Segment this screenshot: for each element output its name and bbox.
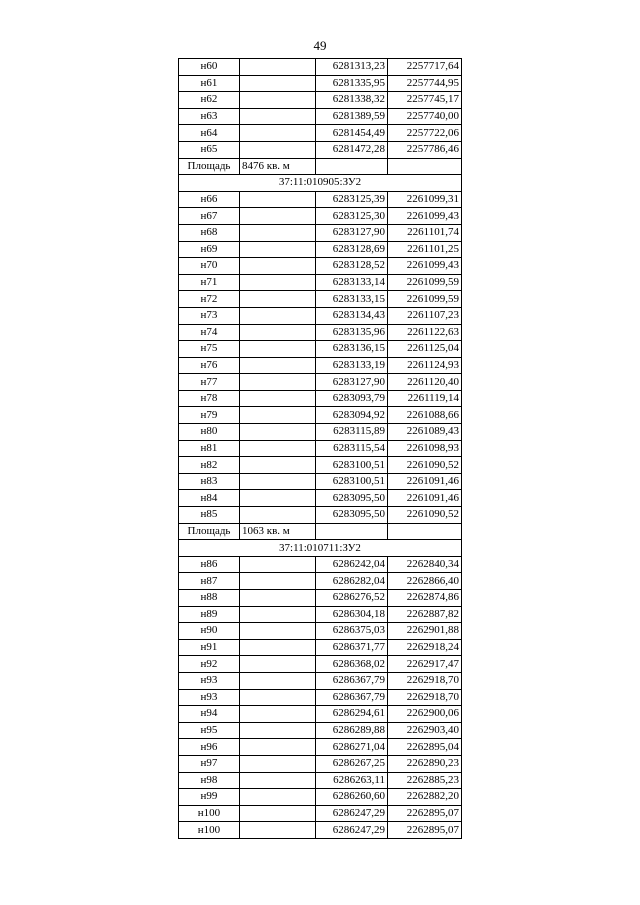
- empty-cell: [240, 59, 316, 76]
- x-coordinate-cell: 6286242,04: [316, 556, 388, 573]
- table-row: [179, 606, 462, 623]
- x-coordinate-cell: 6283125,39: [316, 191, 388, 208]
- y-coordinate-cell: 2257745,17: [388, 92, 462, 109]
- coordinates-table: [178, 58, 462, 839]
- table-row: [179, 307, 462, 324]
- point-name-cell: н60: [179, 59, 240, 76]
- table-row: [179, 291, 462, 308]
- point-name-cell: н91: [179, 639, 240, 656]
- x-coordinate-cell: 6283133,19: [316, 357, 388, 374]
- y-coordinate-cell: 2261090,52: [388, 457, 462, 474]
- y-coordinate-cell: 2261120,40: [388, 374, 462, 391]
- y-coordinate-cell: 2261089,43: [388, 424, 462, 441]
- empty-cell: [240, 75, 316, 92]
- point-name-cell: н61: [179, 75, 240, 92]
- table-row: [179, 772, 462, 789]
- x-coordinate-cell: 6283134,43: [316, 307, 388, 324]
- area-label-cell: Площадь: [179, 523, 240, 540]
- point-name-cell: н100: [179, 822, 240, 839]
- table-row: [179, 341, 462, 358]
- empty-cell: [240, 258, 316, 275]
- coordinates-table-body: [179, 59, 462, 839]
- y-coordinate-cell: 2262840,34: [388, 556, 462, 573]
- point-name-cell: н80: [179, 424, 240, 441]
- x-coordinate-cell: 6283093,79: [316, 390, 388, 407]
- point-name-cell: н72: [179, 291, 240, 308]
- x-coordinate-cell: 6286263,11: [316, 772, 388, 789]
- point-name-cell: н83: [179, 473, 240, 490]
- table-row: [179, 490, 462, 507]
- point-name-cell: н62: [179, 92, 240, 109]
- x-coordinate-cell: 6286367,79: [316, 689, 388, 706]
- table-row: [179, 274, 462, 291]
- y-coordinate-cell: 2261125,04: [388, 341, 462, 358]
- x-coordinate-cell: 6283133,14: [316, 274, 388, 291]
- point-name-cell: н64: [179, 125, 240, 142]
- point-name-cell: н92: [179, 656, 240, 673]
- empty-cell: [316, 158, 388, 175]
- table-row: [179, 440, 462, 457]
- y-coordinate-cell: 2262903,40: [388, 722, 462, 739]
- table-row: [179, 722, 462, 739]
- empty-cell: [240, 374, 316, 391]
- y-coordinate-cell: 2262866,40: [388, 573, 462, 590]
- y-coordinate-cell: 2261090,52: [388, 507, 462, 524]
- point-name-cell: н100: [179, 805, 240, 822]
- page-number: 49: [313, 38, 327, 53]
- x-coordinate-cell: 6281454,49: [316, 125, 388, 142]
- empty-cell: [240, 789, 316, 806]
- empty-cell: [240, 556, 316, 573]
- x-coordinate-cell: 6283115,54: [316, 440, 388, 457]
- x-coordinate-cell: 6281335,95: [316, 75, 388, 92]
- point-name-cell: н75: [179, 341, 240, 358]
- table-row: [179, 324, 462, 341]
- x-coordinate-cell: 6283125,30: [316, 208, 388, 225]
- x-coordinate-cell: 6283100,51: [316, 457, 388, 474]
- empty-cell: [240, 689, 316, 706]
- empty-cell: [240, 92, 316, 109]
- empty-cell: [240, 672, 316, 689]
- y-coordinate-cell: 2257786,46: [388, 141, 462, 158]
- table-row: [179, 639, 462, 656]
- y-coordinate-cell: 2262917,47: [388, 656, 462, 673]
- point-name-cell: н86: [179, 556, 240, 573]
- empty-cell: [240, 507, 316, 524]
- y-coordinate-cell: 2261122,63: [388, 324, 462, 341]
- table-row: [179, 92, 462, 109]
- y-coordinate-cell: 2261099,59: [388, 274, 462, 291]
- x-coordinate-cell: 6283128,69: [316, 241, 388, 258]
- area-label-cell: Площадь: [179, 158, 240, 175]
- y-coordinate-cell: 2261099,59: [388, 291, 462, 308]
- empty-cell: [240, 191, 316, 208]
- empty-cell: [240, 722, 316, 739]
- x-coordinate-cell: 6286371,77: [316, 639, 388, 656]
- empty-cell: [240, 457, 316, 474]
- point-name-cell: н70: [179, 258, 240, 275]
- y-coordinate-cell: 2262895,04: [388, 739, 462, 756]
- y-coordinate-cell: 2257740,00: [388, 108, 462, 125]
- empty-cell: [240, 739, 316, 756]
- y-coordinate-cell: 2262895,07: [388, 805, 462, 822]
- y-coordinate-cell: 2262918,24: [388, 639, 462, 656]
- empty-cell: [240, 440, 316, 457]
- table-row: [179, 407, 462, 424]
- table-row: [179, 706, 462, 723]
- empty-cell: [240, 623, 316, 640]
- table-row: [179, 739, 462, 756]
- x-coordinate-cell: 6281389,59: [316, 108, 388, 125]
- point-name-cell: н98: [179, 772, 240, 789]
- y-coordinate-cell: 2261107,23: [388, 307, 462, 324]
- table-row: [179, 241, 462, 258]
- empty-cell: [240, 706, 316, 723]
- table-row: [179, 656, 462, 673]
- point-name-cell: н87: [179, 573, 240, 590]
- point-name-cell: н73: [179, 307, 240, 324]
- point-name-cell: н95: [179, 722, 240, 739]
- table-row: [179, 473, 462, 490]
- section-header-row: [179, 540, 462, 557]
- y-coordinate-cell: 2261099,43: [388, 258, 462, 275]
- point-name-cell: н96: [179, 739, 240, 756]
- x-coordinate-cell: 6283115,89: [316, 424, 388, 441]
- y-coordinate-cell: 2262885,23: [388, 772, 462, 789]
- point-name-cell: н68: [179, 224, 240, 241]
- point-name-cell: н78: [179, 390, 240, 407]
- x-coordinate-cell: 6286247,29: [316, 822, 388, 839]
- empty-cell: [240, 822, 316, 839]
- area-row: [179, 523, 462, 540]
- table-row: [179, 208, 462, 225]
- point-name-cell: н63: [179, 108, 240, 125]
- section-cadastral-number: 37:11:010711:ЗУ2: [179, 540, 462, 557]
- x-coordinate-cell: 6283095,50: [316, 490, 388, 507]
- point-name-cell: н71: [179, 274, 240, 291]
- x-coordinate-cell: 6286294,61: [316, 706, 388, 723]
- point-name-cell: н88: [179, 590, 240, 607]
- table-row: [179, 689, 462, 706]
- empty-cell: [240, 108, 316, 125]
- x-coordinate-cell: 6286375,03: [316, 623, 388, 640]
- empty-cell: [240, 341, 316, 358]
- table-row: [179, 141, 462, 158]
- point-name-cell: н76: [179, 357, 240, 374]
- y-coordinate-cell: 2262874,86: [388, 590, 462, 607]
- table-row: [179, 424, 462, 441]
- empty-cell: [240, 241, 316, 258]
- section-cadastral-number: 37:11:010905:ЗУ2: [179, 175, 462, 192]
- empty-cell: [240, 125, 316, 142]
- y-coordinate-cell: 2262900,06: [388, 706, 462, 723]
- empty-cell: [240, 606, 316, 623]
- x-coordinate-cell: 6283094,92: [316, 407, 388, 424]
- empty-cell: [240, 208, 316, 225]
- empty-cell: [240, 141, 316, 158]
- point-name-cell: н66: [179, 191, 240, 208]
- y-coordinate-cell: 2261101,25: [388, 241, 462, 258]
- table-row: [179, 125, 462, 142]
- point-name-cell: н93: [179, 689, 240, 706]
- empty-cell: [240, 390, 316, 407]
- table-row: [179, 224, 462, 241]
- table-row: [179, 590, 462, 607]
- area-value-cell: 1063 кв. м: [240, 523, 316, 540]
- empty-cell: [240, 424, 316, 441]
- point-name-cell: н81: [179, 440, 240, 457]
- x-coordinate-cell: 6281472,28: [316, 141, 388, 158]
- empty-cell: [388, 523, 462, 540]
- y-coordinate-cell: 2262918,70: [388, 689, 462, 706]
- empty-cell: [240, 490, 316, 507]
- x-coordinate-cell: 6286289,88: [316, 722, 388, 739]
- y-coordinate-cell: 2262918,70: [388, 672, 462, 689]
- empty-cell: [240, 357, 316, 374]
- table-row: [179, 672, 462, 689]
- y-coordinate-cell: 2261101,74: [388, 224, 462, 241]
- x-coordinate-cell: 6283133,15: [316, 291, 388, 308]
- area-row: [179, 158, 462, 175]
- point-name-cell: н82: [179, 457, 240, 474]
- empty-cell: [240, 473, 316, 490]
- table-row: [179, 556, 462, 573]
- empty-cell: [240, 324, 316, 341]
- point-name-cell: н74: [179, 324, 240, 341]
- y-coordinate-cell: 2261124,93: [388, 357, 462, 374]
- empty-cell: [240, 755, 316, 772]
- empty-cell: [240, 772, 316, 789]
- point-name-cell: н99: [179, 789, 240, 806]
- table-row: [179, 789, 462, 806]
- y-coordinate-cell: 2261088,66: [388, 407, 462, 424]
- empty-cell: [240, 274, 316, 291]
- y-coordinate-cell: 2262890,23: [388, 755, 462, 772]
- point-name-cell: н93: [179, 672, 240, 689]
- table-row: [179, 374, 462, 391]
- table-row: [179, 755, 462, 772]
- table-row: [179, 191, 462, 208]
- area-value-cell: 8476 кв. м: [240, 158, 316, 175]
- y-coordinate-cell: 2262887,82: [388, 606, 462, 623]
- x-coordinate-cell: 6283127,90: [316, 374, 388, 391]
- x-coordinate-cell: 6286260,60: [316, 789, 388, 806]
- y-coordinate-cell: 2261091,46: [388, 490, 462, 507]
- y-coordinate-cell: 2257722,06: [388, 125, 462, 142]
- empty-cell: [316, 523, 388, 540]
- empty-cell: [240, 639, 316, 656]
- y-coordinate-cell: 2261091,46: [388, 473, 462, 490]
- x-coordinate-cell: 6283095,50: [316, 507, 388, 524]
- point-name-cell: н84: [179, 490, 240, 507]
- empty-cell: [240, 307, 316, 324]
- table-row: [179, 108, 462, 125]
- x-coordinate-cell: 6286276,52: [316, 590, 388, 607]
- y-coordinate-cell: 2261098,93: [388, 440, 462, 457]
- point-name-cell: н79: [179, 407, 240, 424]
- table-row: [179, 573, 462, 590]
- y-coordinate-cell: 2262882,20: [388, 789, 462, 806]
- table-row: [179, 822, 462, 839]
- point-name-cell: н69: [179, 241, 240, 258]
- point-name-cell: н90: [179, 623, 240, 640]
- empty-cell: [240, 805, 316, 822]
- point-name-cell: н94: [179, 706, 240, 723]
- x-coordinate-cell: 6283135,96: [316, 324, 388, 341]
- x-coordinate-cell: 6286282,04: [316, 573, 388, 590]
- empty-cell: [240, 224, 316, 241]
- empty-cell: [240, 590, 316, 607]
- table-row: [179, 59, 462, 76]
- x-coordinate-cell: 6286247,29: [316, 805, 388, 822]
- table-row: [179, 457, 462, 474]
- point-name-cell: н65: [179, 141, 240, 158]
- point-name-cell: н89: [179, 606, 240, 623]
- empty-cell: [240, 407, 316, 424]
- x-coordinate-cell: 6283136,15: [316, 341, 388, 358]
- y-coordinate-cell: 2261099,43: [388, 208, 462, 225]
- y-coordinate-cell: 2262901,88: [388, 623, 462, 640]
- x-coordinate-cell: 6286368,02: [316, 656, 388, 673]
- empty-cell: [240, 291, 316, 308]
- x-coordinate-cell: 6281338,32: [316, 92, 388, 109]
- empty-cell: [240, 573, 316, 590]
- section-header-row: [179, 175, 462, 192]
- y-coordinate-cell: 2257717,64: [388, 59, 462, 76]
- table-row: [179, 805, 462, 822]
- x-coordinate-cell: 6286304,18: [316, 606, 388, 623]
- point-name-cell: н85: [179, 507, 240, 524]
- y-coordinate-cell: 2261119,14: [388, 390, 462, 407]
- y-coordinate-cell: 2262895,07: [388, 822, 462, 839]
- point-name-cell: н77: [179, 374, 240, 391]
- x-coordinate-cell: 6286271,04: [316, 739, 388, 756]
- table-row: [179, 623, 462, 640]
- empty-cell: [388, 158, 462, 175]
- table-row: [179, 390, 462, 407]
- table-row: [179, 258, 462, 275]
- x-coordinate-cell: 6283100,51: [316, 473, 388, 490]
- empty-cell: [240, 656, 316, 673]
- y-coordinate-cell: 2257744,95: [388, 75, 462, 92]
- point-name-cell: н97: [179, 755, 240, 772]
- y-coordinate-cell: 2261099,31: [388, 191, 462, 208]
- x-coordinate-cell: 6283127,90: [316, 224, 388, 241]
- x-coordinate-cell: 6286267,25: [316, 755, 388, 772]
- table-row: [179, 357, 462, 374]
- point-name-cell: н67: [179, 208, 240, 225]
- x-coordinate-cell: 6281313,23: [316, 59, 388, 76]
- x-coordinate-cell: 6283128,52: [316, 258, 388, 275]
- x-coordinate-cell: 6286367,79: [316, 672, 388, 689]
- table-row: [179, 507, 462, 524]
- table-row: [179, 75, 462, 92]
